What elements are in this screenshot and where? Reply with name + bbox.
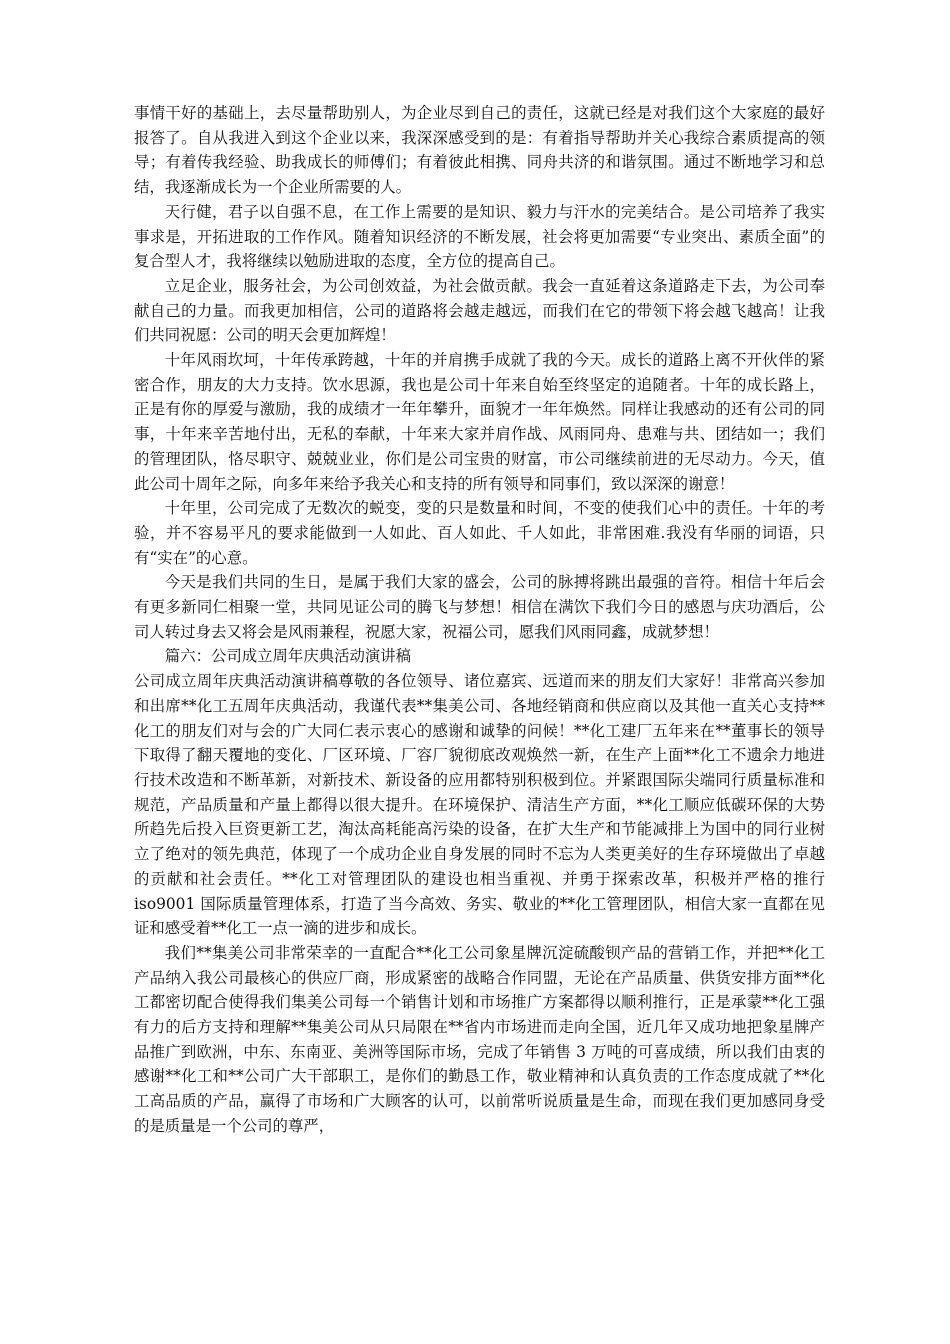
paragraph-7: 公司成立周年庆典活动演讲稿尊敬的各位领导、诸位嘉宾、远道而来的朋友们大家好！非常高兴参加和出席**化工五周年庆典活动，我谨代表**集美公司、各地经销商和供应商以及其他一直关心支持**化工的朋友们对与会的广大同仁表示衷心的感谢和诚挚的问候！**化工建厂五年来在**董事长的领导下取得了翻天覆地的变化、厂区环境、厂容厂貌彻底改观焕然一新，在生产上面**化工不遗余力地进行技术改造和不断革新，对新技术、新设备的应用都特别积极到位。并紧跟国际尖端同行质量标准和规范，产品质量和产量上都得以很大提升。在环境保护、清洁生产方面，**化工顺应低碳环保的大势所趋先后投入巨资更新工艺，淘汰高耗能高污染的设备，在扩大生产和节能减排上为国中的同行业树立了绝对的领先典范，体现了一个成功企业自身发展的同时不忘为人类更美好的生存环境做出了卓越的贡献和社会责任。**化工对管理团队的建设也相当重视、并勇于探索改革，积极并严格的推行 iso9001 国际质量管理体系，打造了当今高效、务实、敬业的**化工管理团队，相信大家一直都在见证和感受着**化工一点一滴的进步和成长。	[134, 672, 825, 938]
paragraph-1: 事情干好的基础上，去尽量帮助别人，为企业尽到自己的责任，这就已经是对我们这个大家庭的最好报答了。自从我进入到这个企业以来，我深深感受到的是：有着指导帮助并关心我综合素质提高的领导；有着传我经验、助我成长的师傅们；有着彼此相携、同舟共济的和谐氛围。通过不断地学习和总结，我逐渐成长为一个企业所需要的人。	[134, 104, 825, 197]
paragraph-5: 十年里，公司完成了无数次的蜕变，变的只是数量和时间，不变的使我们心中的责任。十年的考验，并不容易平凡的要求能做到一人如此、百人如此、千人如此，非常困难.我没有华丽的词语，只有“实在”的心意。	[134, 499, 825, 567]
paragraph-6: 今天是我们共同的生日，是属于我们大家的盛会，公司的脉搏将跳出最强的音符。相信十年后会有更多新同仁相聚一堂，共同见证公司的腾飞与梦想！相信在满饮下我们今日的感恩与庆功酒后，公司人转过身去又将会是风雨兼程，祝愿大家，祝福公司，愿我们风雨同鑫，成就梦想！	[134, 573, 825, 641]
paragraph-8: 我们**集美公司非常荣幸的一直配合**化工公司象星牌沉淀硫酸钡产品的营销工作，并把**化工产品纳入我公司最核心的供应厂商，形成紧密的战略合作同盟，无论在产品质量、供货安排方面**化工都密切配合使得我们集美公司每一个销售计划和市场推广方案都得以顺利推行，正是承蒙**化工强有力的后方支持和理解**集美公司从只局限在**省内市场进而走向全国，近几年又成功地把象星牌产品推广到欧洲，中东、东南亚、美洲等国际市场，完成了年销售 3 万吨的可喜成绩，所以我们由衷的感谢**化工和**公司广大干部职工，是你们的勤恳工作，敬业精神和认真负责的工作态度成就了**化工高品质的产品，赢得了市场和广大顾客的认可，以前常听说质量是生命，而现在我们更加感同身受的是质量是一个公司的尊严，	[134, 943, 825, 1135]
paragraph-3: 立足企业，服务社会，为公司创效益，为社会做贡献。我会一直延着这条道路走下去，为公司奉献自己的力量。而我更加相信，公司的道路将会越走越远，而我们在它的带领下将会越飞越高！让我们共同祝愿：公司的明天会更加辉煌！	[134, 276, 825, 345]
paragraph-2: 天行健，君子以自强不息，在工作上需要的是知识、毅力与汗水的完美结合。是公司培养了我实事求是，开拓进取的工作作风。随着知识经济的不断发展，社会将更加需要“专业突出、素质全面”的复合型人才，我将继续以勉励进取的态度，全方位的提高自己。	[134, 202, 825, 271]
paragraph-4: 十年风雨坎坷，十年传承跨越，十年的并肩携手成就了我的今天。成长的道路上离不开伙伴的紧密合作，朋友的大力支持。饮水思源，我也是公司十年来自始至终坚定的追随者。十年的成长路上，正是有你的厚爱与激励，我的成绩才一年年攀升，面貌才一年年焕然。同样让我感动的还有公司的同事，十年来辛苦地付出，无私的奉献，十年来大家并肩作战、风雨同舟、患难与共、团结如一；我们的管理团队，恪尽职守、兢兢业业，你们是公司宝贵的财富，市公司继续前进的无尽动力。今天，值此公司十周年之际，向多年来给予我关心和支持的所有领导和同事们，致以深深的谢意！	[134, 351, 825, 493]
document-page	[134, 101, 825, 1139]
section-heading: 篇六：公司成立周年庆典活动演讲稿	[164, 647, 412, 666]
